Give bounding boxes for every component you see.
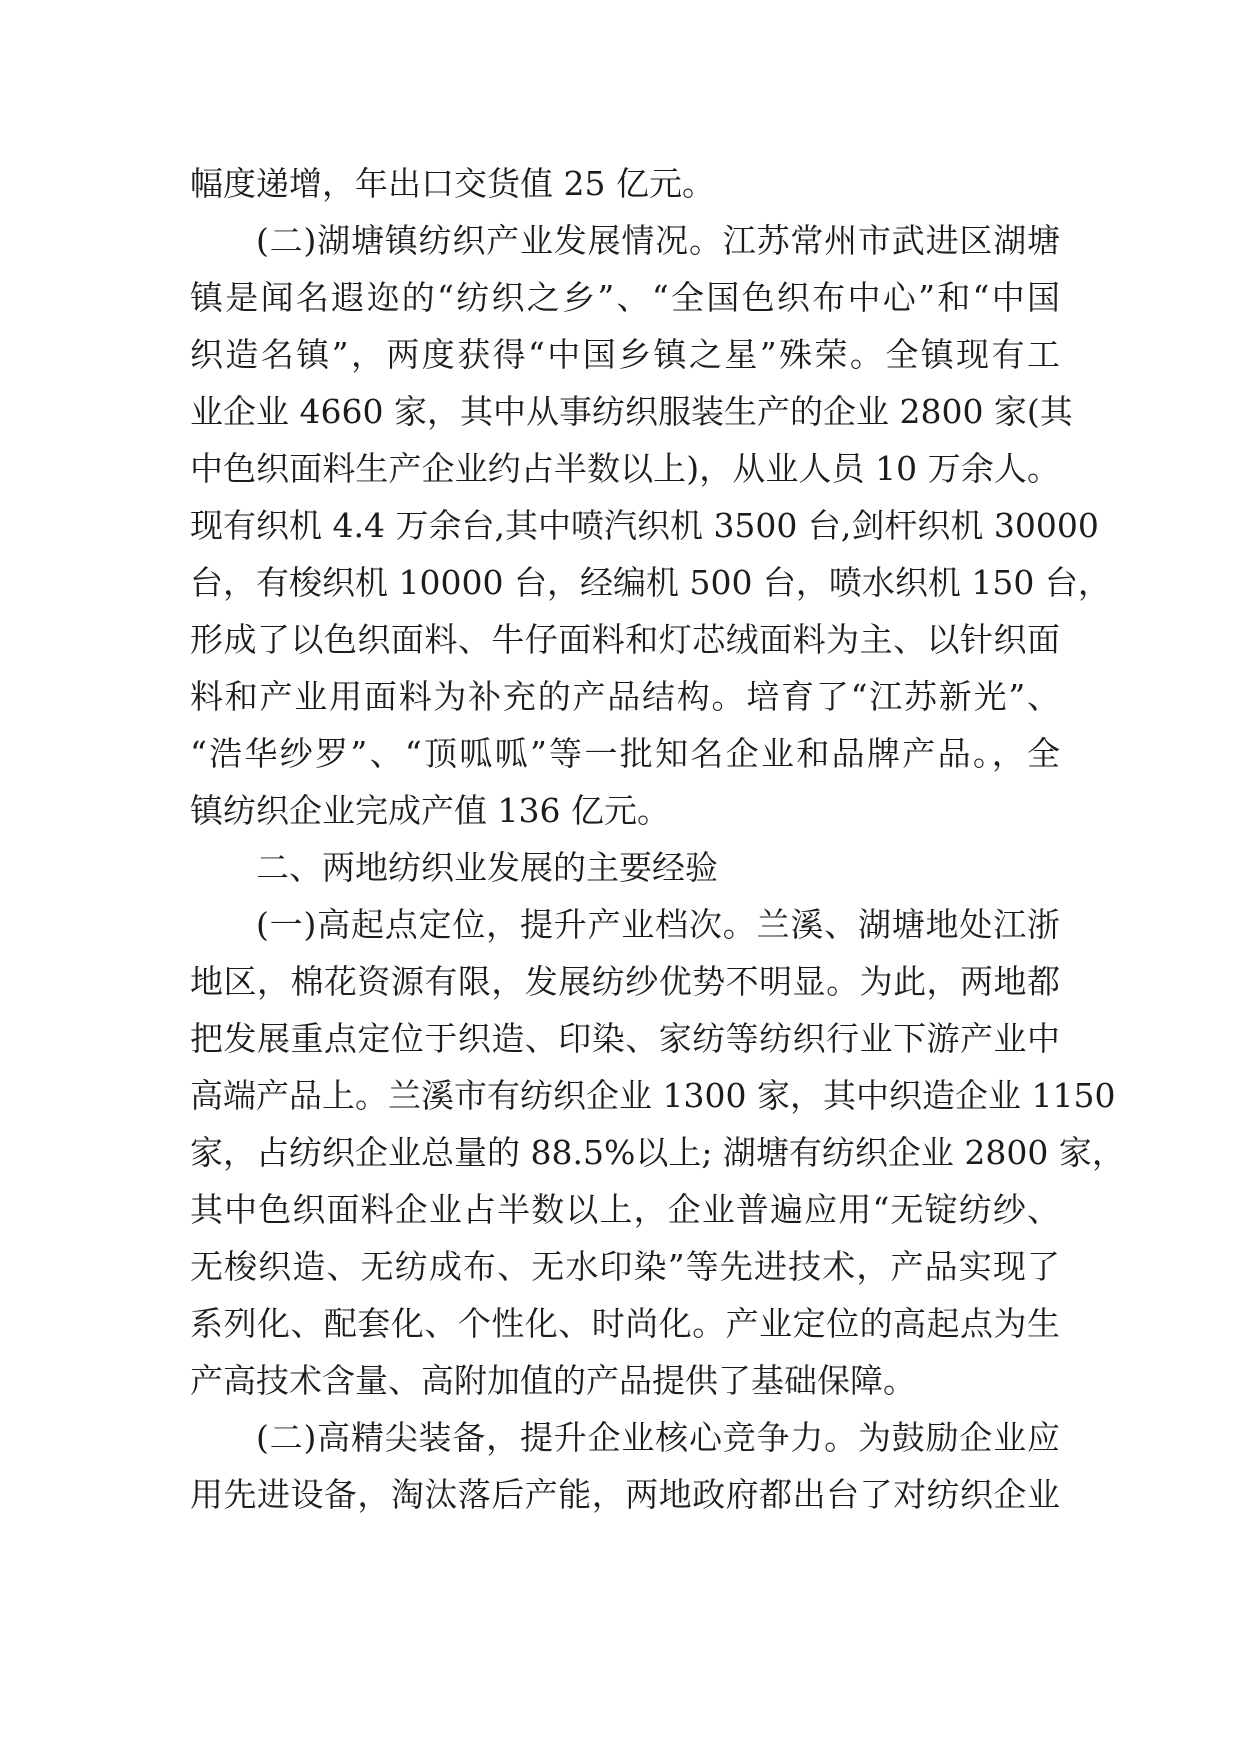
body-text [190,155,1125,1523]
text-line: 家，占纺织企业总量的 88.5%以上; 湖塘有纺织企业 2800 家， [190,1133,1125,1172]
section-heading: 二、两地纺织业发展的主要经验 [256,848,718,887]
text-line: “浩华纱罗”、“顶呱呱”等一批知名企业和品牌产品。，全 [190,734,1060,773]
text-line: 幅度递增，年出口交货值 25 亿元。 [190,164,715,203]
text-line: (二)高精尖装备，提升企业核心竞争力。为鼓励企业应 [256,1418,1060,1457]
text-line: 镇是闻名遐迩的“纺织之乡”、“全国色织布中心”和“中国 [190,278,1060,317]
text-line: 地区，棉花资源有限，发展纺纱优势不明显。为此，两地都 [190,962,1060,1001]
text-line: 高端产品上。兰溪市有纺织企业 1300 家，其中织造企业 1150 [190,1076,1116,1115]
text-line: 料和产业用面料为补充的产品结构。培育了“江苏新光”、 [190,677,1060,716]
text-line: 产高技术含量、高附加值的产品提供了基础保障。 [190,1361,916,1400]
text-line: (二)湖塘镇纺织产业发展情况。江苏常州市武进区湖塘 [256,221,1060,260]
text-line: 形成了以色织面料、牛仔面料和灯芯绒面料为主、以针织面 [190,620,1060,659]
text-line: 把发展重点定位于织造、印染、家纺等纺织行业下游产业中 [190,1019,1060,1058]
text-line: 台，有梭织机 10000 台，经编机 500 台，喷水织机 150 台， [190,563,1111,602]
text-line: (一)高起点定位，提升产业档次。兰溪、湖塘地处江浙 [256,905,1060,944]
text-line: 无梭织造、无纺成布、无水印染”等先进技术，产品实现了 [190,1247,1060,1286]
text-line: 织造名镇”，两度获得“中国乡镇之星”殊荣。全镇现有工 [190,335,1060,374]
text-line: 用先进设备，淘汰落后产能，两地政府都出台了对纺织企业 [190,1475,1060,1514]
text-line: 业企业 4660 家，其中从事纺织服装生产的企业 2800 家(其 [190,392,1073,431]
text-line: 中色织面料生产企业约占半数以上)，从业人员 10 万余人。 [190,449,1060,488]
text-line: 系列化、配套化、个性化、时尚化。产业定位的高起点为生 [190,1304,1060,1343]
text-line: 镇纺织企业完成产值 136 亿元。 [190,791,670,830]
text-line: 现有织机 4.4 万余台,其中喷汽织机 3500 台,剑杆织机 30000 [190,506,1099,545]
text-line: 其中色织面料企业占半数以上，企业普遍应用“无锭纺纱、 [190,1190,1060,1229]
